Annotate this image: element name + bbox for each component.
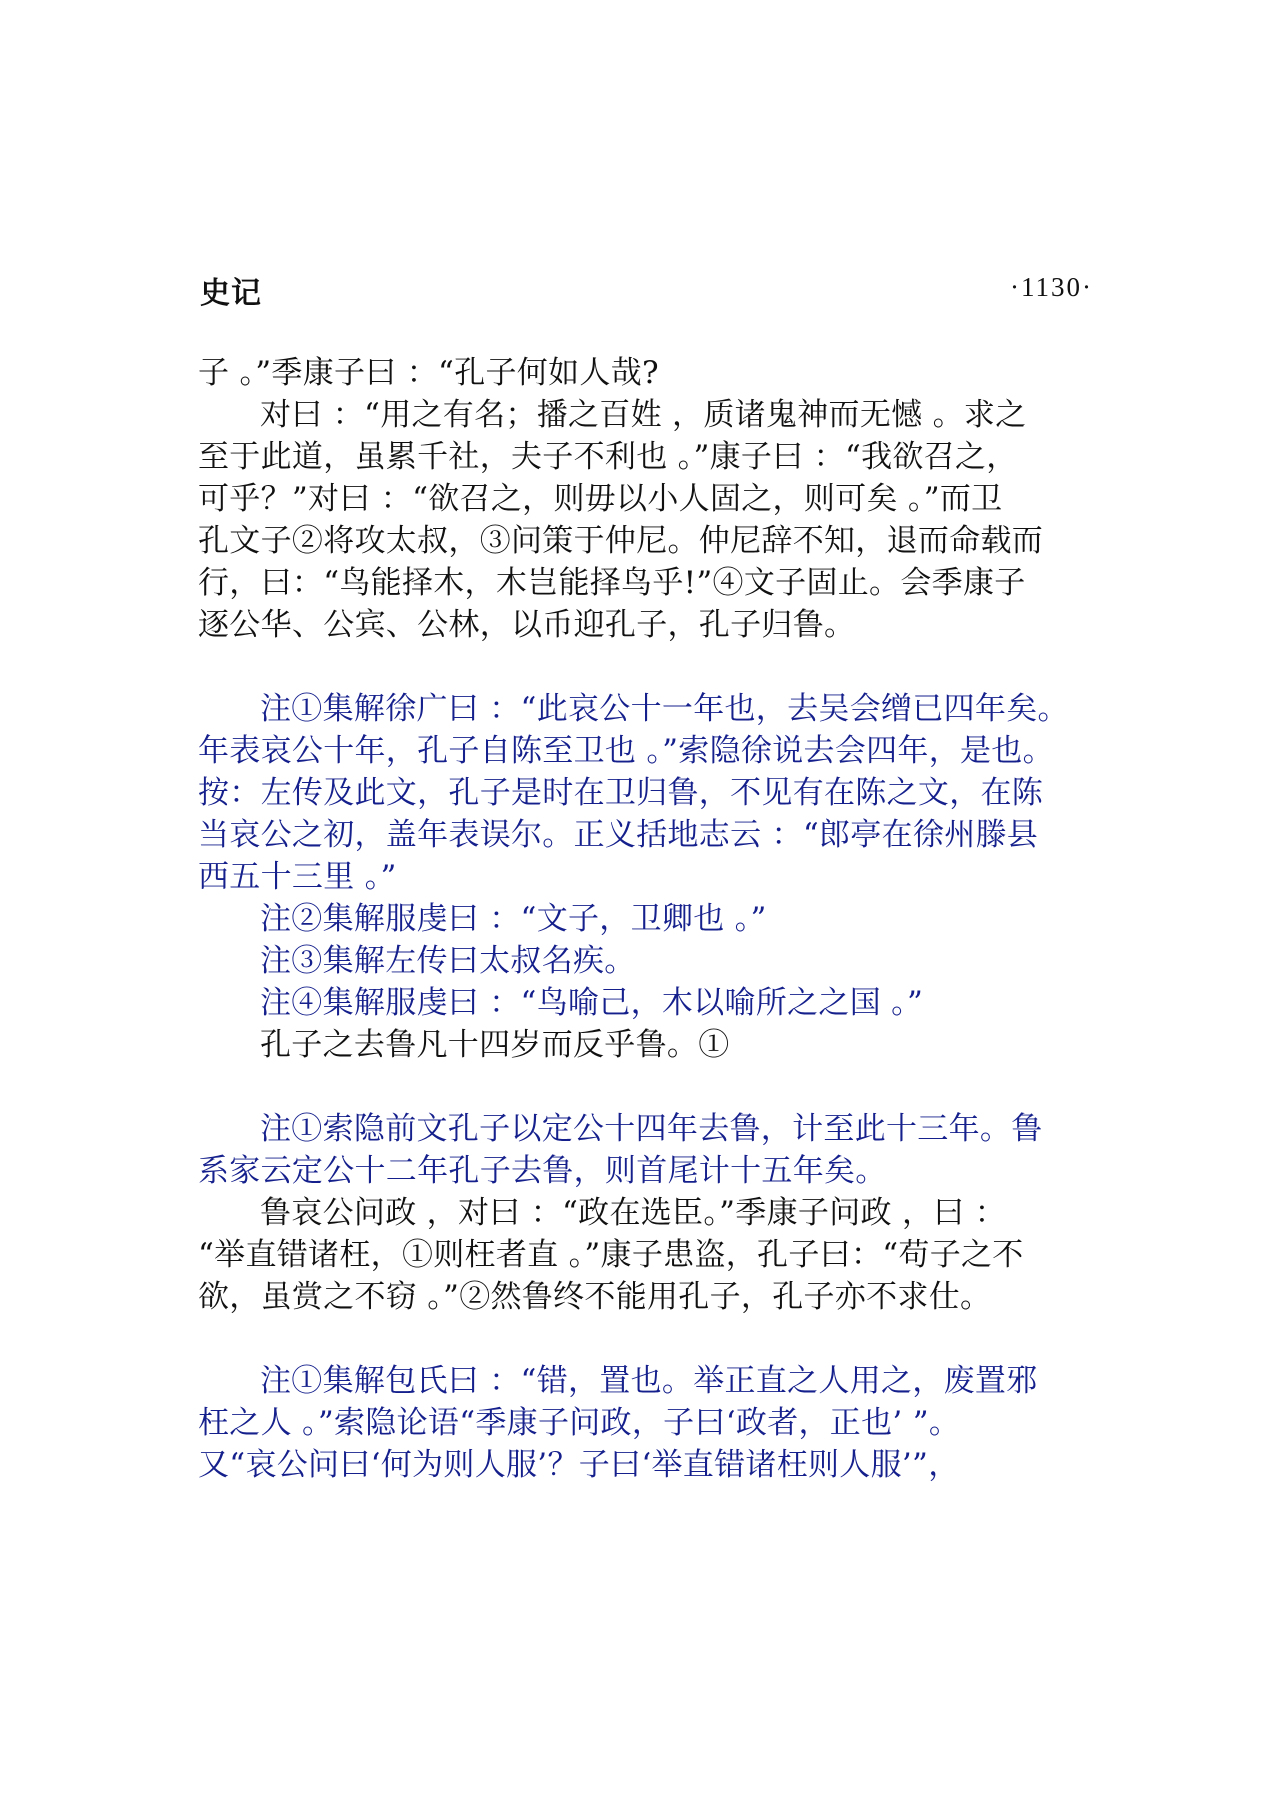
annotation-line: 年表哀公十年，孔子自陈至卫也 。”索隐徐说去会四年，是也。 [198, 733, 1054, 769]
text-line: 子 。”季康子曰 ：“孔子何如人哉? [198, 355, 659, 391]
text-line: 孔子之去鲁凡十四岁而反乎鲁。① [260, 1027, 730, 1063]
paragraph-gap [198, 1066, 1118, 1108]
text-line: 孔文子②将攻太叔，③问策于仲尼。仲尼辞不知，退而命载而 [198, 523, 1044, 559]
annotation-line: 系家云定公十二年孔子去鲁，则首尾计十五年矣。 [198, 1153, 887, 1189]
text-line: 可乎？”对曰 ：“欲召之，则毋以小人固之，则可矣 。”而卫 [198, 481, 1003, 517]
book-title: 史记 [200, 276, 262, 311]
page-number: ·1130· [1010, 272, 1093, 302]
annotation-line: 又“哀公问曰‘何为则人服’？子曰‘举直错诸枉则人服’”， [198, 1447, 960, 1483]
text-line: 至于此道，虽累千社，夫子不利也 。”康子曰 ：“我欲召之， [198, 439, 1018, 475]
paragraph-gap [198, 1318, 1118, 1360]
annotation-line: 按：左传及此文，孔子是时在卫归鲁，不见有在陈之文，在陈 [198, 775, 1044, 811]
annotation-line: 注①集解徐广曰 ：“此哀公十一年也，去吴会缯已四年矣。 [260, 691, 1069, 727]
page-body [198, 352, 1118, 1486]
text-line: 对曰 ：“用之有名；播之百姓 ，质诸鬼神而无憾 。求之 [260, 397, 1027, 433]
annotation-line: 当哀公之初，盖年表误尔。正义括地志云 ：“郎亭在徐州滕县 [198, 817, 1039, 853]
annotation-line: 枉之人 。”索隐论语“季康子问政，子曰‘政者，正也’ ”。 [198, 1405, 961, 1441]
paragraph-gap [198, 646, 1118, 688]
text-line: “举直错诸枉，①则枉者直 。”康子患盗，孔子曰：“苟子之不 [198, 1237, 1024, 1273]
annotation-line: 注①索隐前文孔子以定公十四年去鲁，计至此十三年。鲁 [260, 1111, 1043, 1147]
text-line: 行，曰：“鸟能择木，木岂能择鸟乎!”④文子固止。会季康子 [198, 565, 1026, 601]
annotation-line: 注③集解左传曰太叔名疾。 [260, 943, 636, 979]
text-line: 逐公华、公宾、公林，以币迎孔子，孔子归鲁。 [198, 607, 856, 643]
text-line: 欲，虽赏之不窃 。”②然鲁终不能用孔子，孔子亦不求仕。 [198, 1279, 992, 1315]
text-line: 鲁哀公问政 ，对曰 ：“政在选臣。”季康子问政 ，曰 ： [260, 1195, 1007, 1231]
annotation-line: 注②集解服虔曰 ：“文子，卫卿也 。” [260, 901, 767, 937]
annotation-line: 注①集解包氏曰 ：“错，置也。举正直之人用之，废置邪 [260, 1363, 1038, 1399]
annotation-line: 注④集解服虔曰 ：“鸟喻己，木以喻所之之国 。” [260, 985, 924, 1021]
annotation-line: 西五十三里 。” [198, 859, 397, 895]
